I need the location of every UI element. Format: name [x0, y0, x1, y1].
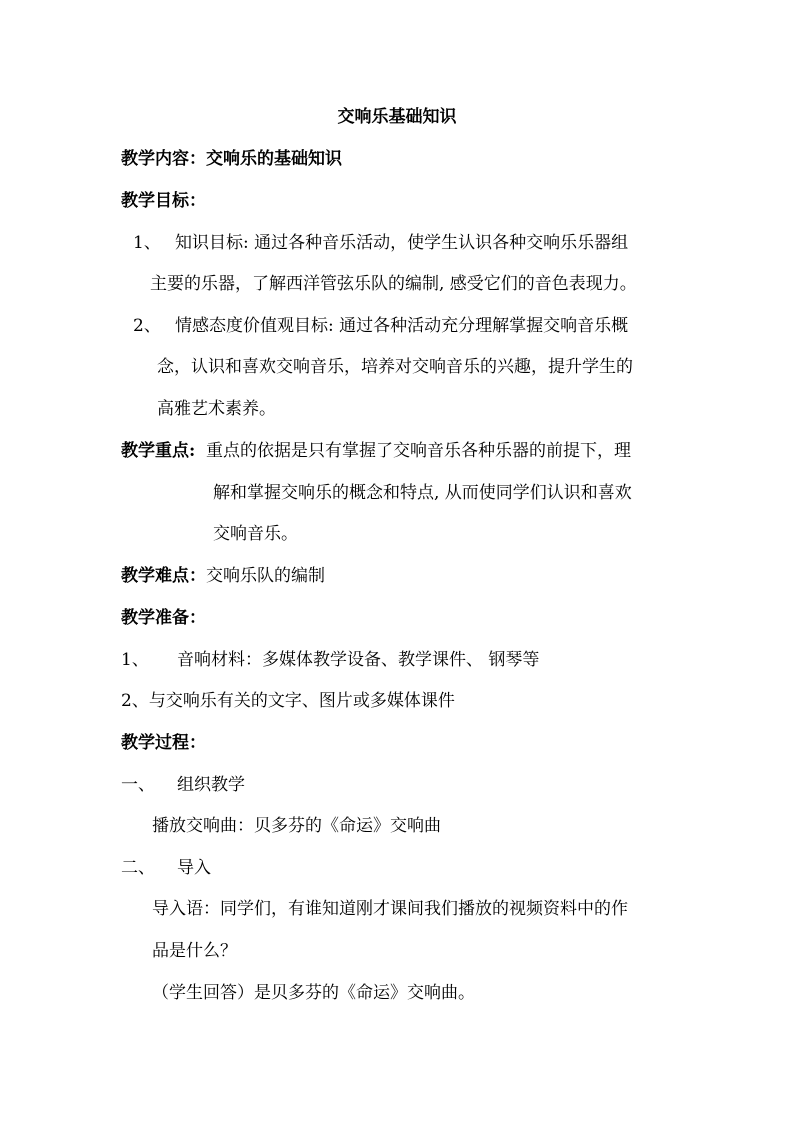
- process-section-2-line-3: （学生回答）是贝多芬的《命运》交响曲。: [152, 983, 475, 1003]
- difficulty-row: [121, 565, 325, 587]
- preparation-2-text: 2、与交响乐有关的文字、图片或多媒体课件: [121, 691, 455, 711]
- objective-1-line-1: 知识目标: 通过各种音乐活动，使学生认识各种交响乐乐器组: [175, 233, 629, 253]
- preparation-1-text: 音响材料：多媒体教学设备、教学课件、 钢琴等: [177, 650, 540, 670]
- process-label: 教学过程：: [121, 733, 206, 753]
- key-points-line-2: 解和掌握交响乐的概念和特点, 从而使同学们认识和喜欢: [213, 483, 632, 503]
- difficulty-label: 教学难点：: [121, 566, 206, 586]
- key-points-label: 教学重点:: [121, 441, 196, 461]
- preparation-label: 教学准备：: [121, 608, 206, 628]
- preparation-1-number: 1、: [121, 650, 149, 670]
- key-points-line-3: 交响音乐。: [213, 524, 298, 544]
- objective-1-number: 1、: [133, 233, 161, 253]
- process-section-2-line-1: 导入语：同学们，有谁知道刚才课间我们播放的视频资料中的作: [152, 899, 628, 919]
- document-title: 交响乐基础知识: [337, 107, 457, 127]
- objective-2-line-2: 念，认识和喜欢交响音乐，培养对交响音乐的兴趣，提升学生的: [157, 357, 633, 377]
- objective-2-line-1: 情感态度价值观目标: 通过各种活动充分理解掌握交响音乐概: [175, 316, 629, 336]
- objective-2-number: 2、: [133, 316, 161, 336]
- process-section-2-heading: 导入: [177, 858, 211, 878]
- key-points-line-1: 重点的依据是只有掌握了交响音乐各种乐器的前提下，理: [206, 441, 631, 461]
- teaching-content-value: 交响乐的基础知识: [206, 149, 342, 169]
- difficulty-value: 交响乐队的编制: [206, 566, 325, 586]
- objective-2-line-3: 高雅艺术素养。: [157, 399, 276, 419]
- process-section-2-line-2: 品是什么？: [152, 941, 237, 961]
- process-section-1-line-1: 播放交响曲：贝多芬的《命运》交响曲: [152, 816, 441, 836]
- process-section-2-number: 二、: [121, 858, 155, 878]
- teaching-content-row: [121, 148, 342, 170]
- process-section-1-heading: 组织教学: [177, 775, 245, 795]
- objective-1-line-2: 主要的乐器，了解西洋管弦乐队的编制, 感受它们的音色表现力。: [150, 274, 637, 294]
- objectives-label: 教学目标：: [121, 191, 206, 211]
- process-section-1-number: 一、: [121, 775, 155, 795]
- teaching-content-label: 教学内容：: [121, 149, 206, 169]
